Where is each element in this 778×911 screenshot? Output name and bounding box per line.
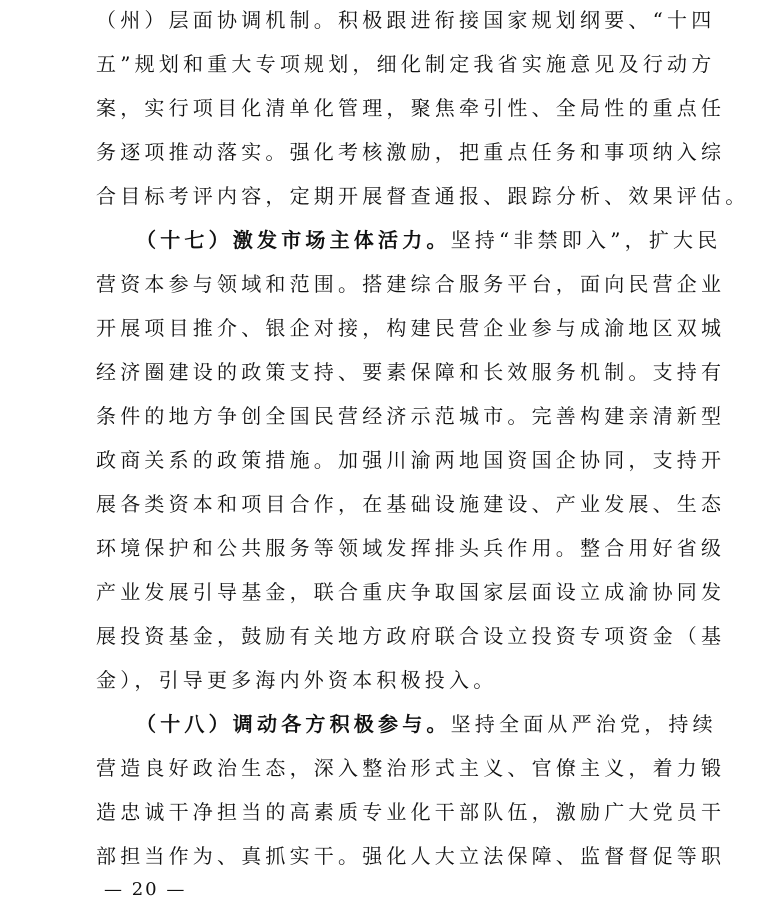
paragraph-line: 合目标考评内容，定期开展督查通报、跟踪分析、效果评估。 (96, 184, 750, 208)
paragraph-line: 条件的地方争创全国民营经济示范城市。完善构建亲清新型 (96, 404, 726, 428)
paragraph-line: 务逐项推动落实。强化考核激励，把重点任务和事项纳入综 (96, 140, 726, 164)
paragraph-line: 五”规划和重大专项规划，细化制定我省实施意见及行动方 (96, 52, 716, 76)
paragraph-text: 坚持全面从严治党，持续 (450, 712, 717, 736)
paragraph-line: 案，实行项目化清单化管理，聚焦牵引性、全局性的重点任 (96, 96, 726, 120)
page-number: — 20 — (104, 879, 187, 900)
paragraph-line: 开展项目推介、银企对接，构建民营企业参与成渝地区双城 (96, 316, 726, 340)
paragraph-line: 环境保护和公共服务等领域发挥排头兵作用。整合用好省级 (96, 536, 726, 560)
paragraph-line: 经济圈建设的政策支持、要素保障和长效服务机制。支持有 (96, 360, 726, 384)
paragraph-line: 展投资基金，鼓励有关地方政府联合设立投资专项资金（基 (96, 624, 726, 648)
paragraph-line: 部担当作为、真抓实干。强化人大立法保障、监督督促等职 (96, 844, 726, 868)
paragraph-text: 坚持“非禁即入”，扩大民 (450, 228, 722, 252)
paragraph-first-line (136, 222, 722, 258)
paragraph-line: 造忠诚干净担当的高素质专业化干部队伍，激励广大党员干 (96, 800, 726, 824)
paragraph-first-line (136, 706, 717, 742)
paragraph-line: 营资本参与领域和范围。搭建综合服务平台，面向民营企业 (96, 272, 726, 296)
paragraph-line: 政商关系的政策措施。加强川渝两地国资国企协同，支持开 (96, 448, 726, 472)
paragraph-line: 营造良好政治生态，深入整治形式主义、官僚主义，着力锻 (96, 756, 726, 780)
paragraph-line: 金），引导更多海内外资本积极投入。 (96, 668, 498, 692)
paragraph-line: 展各类资本和项目合作，在基础设施建设、产业发展、生态 (96, 492, 726, 516)
section-heading-17: （十七）激发市场主体活力。 (136, 228, 451, 252)
section-heading-18: （十八）调动各方积极参与。 (136, 712, 451, 736)
paragraph-line: （州）层面协调机制。积极跟进衔接国家规划纲要、“十四 (96, 8, 716, 32)
paragraph-line: 产业发展引导基金，联合重庆争取国家层面设立成渝协同发 (96, 580, 726, 604)
